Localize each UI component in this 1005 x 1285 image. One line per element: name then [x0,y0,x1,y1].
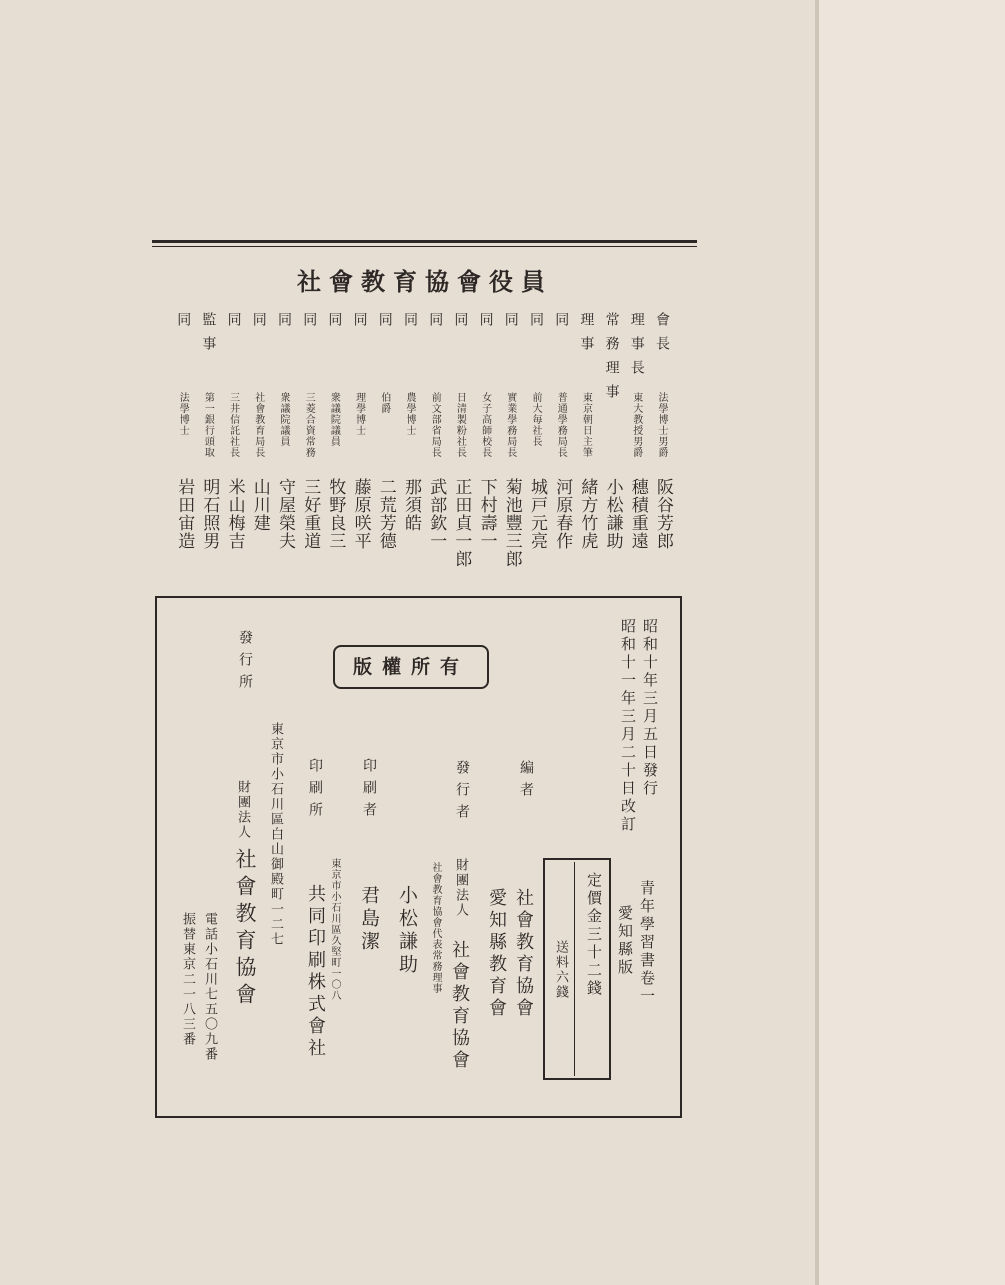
officer-name: 小松謙助 [602,478,623,550]
officer-name: 藤原咲平 [350,478,371,550]
printer-name: 君島潔 [358,885,380,954]
officer-office: 監事 [200,312,217,360]
date-issued: 昭和十年三月五日發行 [641,618,659,798]
office-name: 社會教育協會 [233,848,257,1010]
publisher-title2: 社會教育協會代表常務理事 [430,862,441,994]
officer-office: 同 [402,312,418,336]
publisher-label: 發行者 [454,760,470,826]
publisher-name: 小松謙助 [396,885,418,977]
officer-name: 米山梅吉 [224,478,245,550]
price: 定價金三十二錢 [585,872,603,998]
officer-name: 城戸元亮 [527,478,547,550]
officer-career: 實業學務局長 [504,392,516,458]
officer-career: 前大毎社長 [530,392,541,447]
printshop-label: 印刷所 [307,758,323,824]
heading-rule-thin [152,246,697,247]
officer-career: 伯爵 [378,392,390,414]
officer-name: 穗積重遠 [627,478,648,550]
officer-name: 緒方竹虎 [577,478,598,550]
officer-office: 理事長 [628,312,645,384]
printshop-name: 共同印刷株式會社 [305,884,326,1060]
publisher-title1: 財團法人 [453,858,468,918]
officer-career: 女子高師校長 [479,392,491,458]
officer-career: 三菱合資常務 [303,392,315,458]
officer-office: 同 [175,312,192,336]
office-label: 發行所 [237,630,253,696]
officer-career: 社會教育局長 [252,392,264,458]
officer-name: 岩田宙造 [174,478,195,550]
postage: 送料六錢 [553,940,568,1000]
office-phone: 電話小石川七五〇九番 [202,912,217,1062]
officer-office: 理事 [578,312,595,360]
officer-career: 東京朝日主筆 [580,392,592,458]
officers-heading: 社會教育協會役員 [297,267,553,296]
officer-career: 法學博士男爵 [656,392,667,458]
officer-career: 前文部省局長 [429,392,441,458]
officer-office: 同 [326,312,343,336]
officer-name: 明石照男 [199,478,220,550]
officer-career: 普通學務局長 [555,392,567,458]
officer-career: 日清製粉社長 [454,392,466,458]
editor-line2: 愛知縣教育會 [486,888,507,1020]
officer-career: 衆議院議員 [328,392,340,447]
office-type: 財團法人 [235,780,250,840]
back-page [819,0,1005,1285]
officer-office: 同 [351,312,368,336]
editor-line1: 社會教育協會 [513,888,534,1020]
officer-name: 菊池豐三郎 [501,478,522,568]
date-revised: 昭和十一年三月二十日改訂 [619,618,637,834]
officer-name: 山川建 [249,478,270,532]
officer-office: 常務理事 [603,312,620,408]
officer-office: 同 [376,312,393,336]
office-address: 東京市小石川區白山御殿町一二七 [268,722,283,947]
officer-career: 衆議院議員 [278,392,289,447]
officer-career: 第一銀行頭取 [202,392,214,458]
officer-office: 同 [250,312,267,336]
officer-office: 同 [553,312,570,336]
officer-office: 同 [301,312,318,336]
officer-name: 武部欽一 [426,478,447,550]
officer-career: 東大教授男爵 [630,392,642,458]
copyright-stamp: 版權所有 [333,645,489,689]
officer-name: 下村壽一 [476,478,497,550]
edition: 愛知縣版 [616,905,634,977]
officer-name: 河原春作 [552,478,573,550]
officer-career: 三井信託社長 [227,392,239,458]
officer-office: 同 [477,312,494,336]
publisher-org: 社會教育協會 [449,940,470,1072]
series-title: 青年學習書卷一 [638,880,656,1006]
officer-office: 同 [528,312,544,336]
officer-office: 同 [427,312,444,336]
officer-office: 同 [502,312,519,336]
officer-office: 同 [452,312,469,336]
officer-name: 守屋榮夫 [275,478,295,550]
editor-label: 編者 [518,760,534,804]
heading-rule-thick [152,240,697,243]
officer-office: 同 [276,312,292,336]
officer-career: 農學博士 [404,392,415,436]
officer-name: 那須皓 [401,478,421,532]
officer-name: 正田貞一郎 [451,478,472,568]
officer-name: 阪谷芳郎 [653,478,673,550]
officer-office: 會長 [654,312,670,360]
officer-career: 法學博士 [177,392,189,436]
officer-office: 同 [225,312,242,336]
officer-name: 牧野良三 [325,478,346,550]
officer-name: 三好重道 [300,478,321,550]
officer-career: 理學博士 [353,392,365,436]
printer-label: 印刷者 [361,758,377,824]
officer-name: 二荒芳德 [375,478,396,550]
office-transfer: 振替東京二一八三番 [180,912,195,1047]
printshop-address: 東京市小石川區久堅町一〇八 [329,858,340,1001]
